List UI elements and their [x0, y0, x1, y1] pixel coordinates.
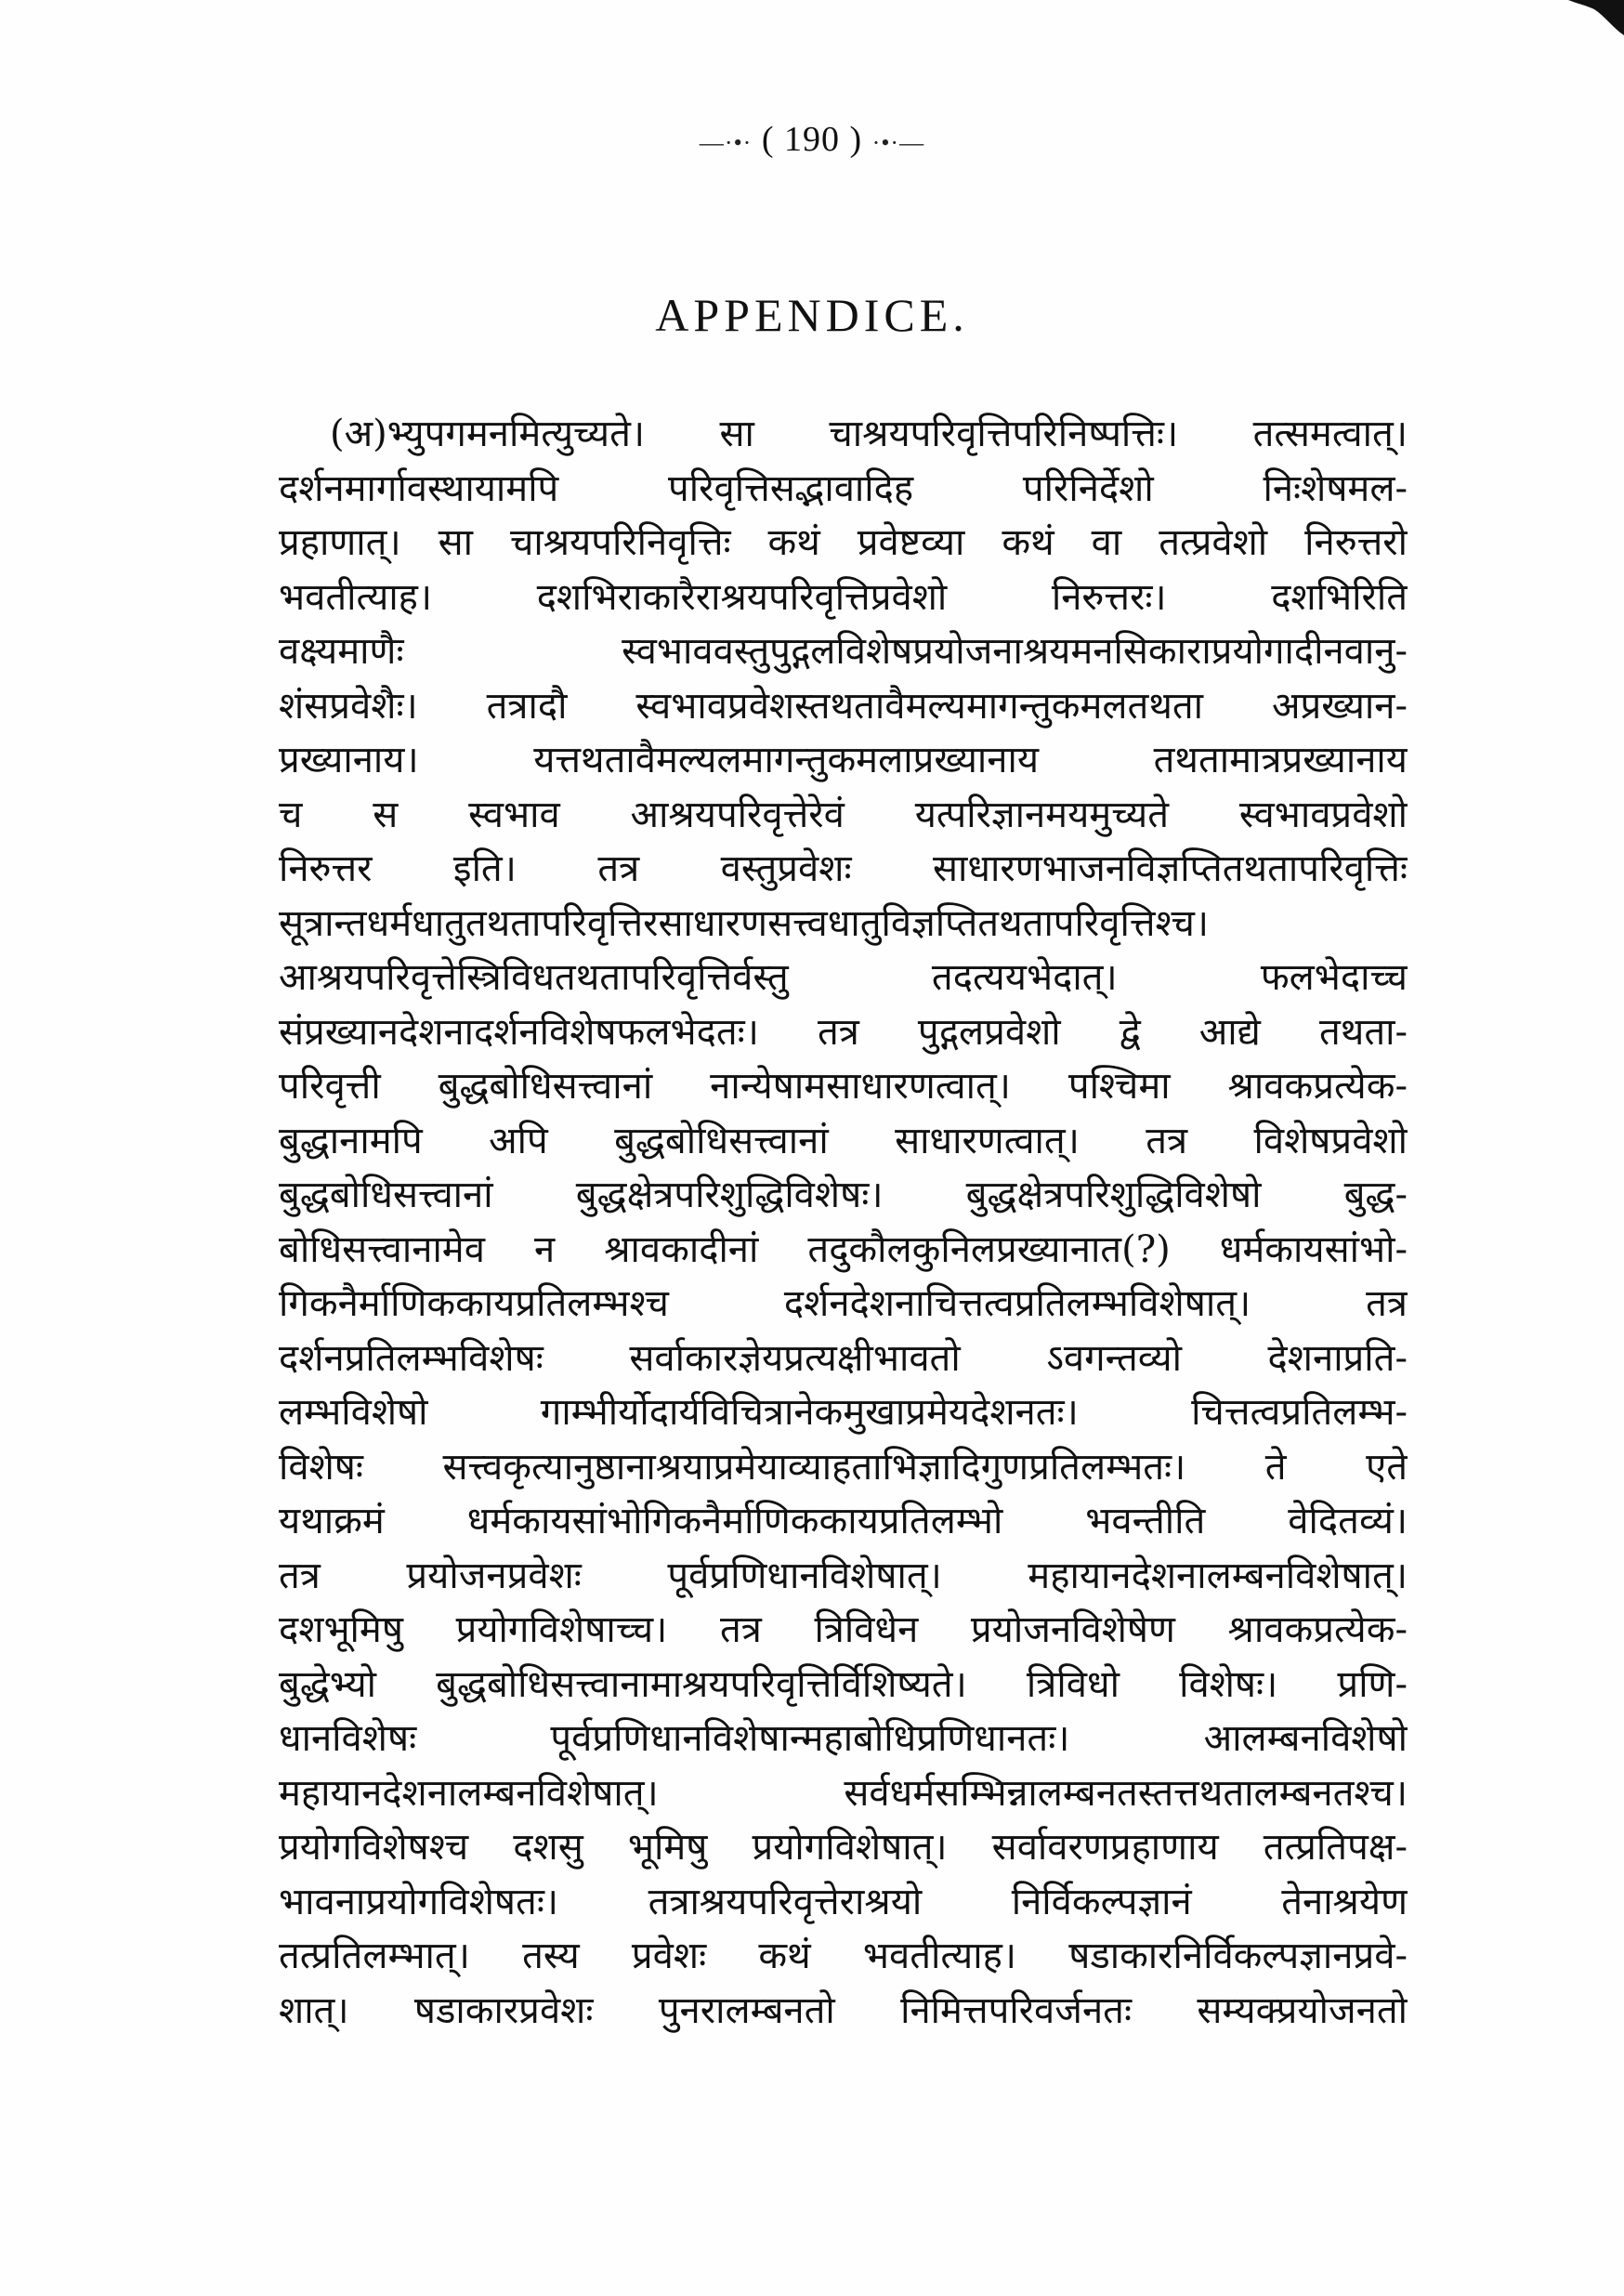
- text-line: बुद्धानामपि अपि बुद्धबोधिसत्त्वानां साधारणत्वात्। तत्र विशेषप्रवेशो: [279, 1119, 1408, 1162]
- text-line: भावनाप्रयोगविशेषतः। तत्राश्रयपरिवृत्तेराश्रयो निर्विकल्पज्ञानं तेनाश्रयेण: [279, 1880, 1408, 1923]
- text-line: गिकनैर्माणिककायप्रतिलम्भश्च दर्शनदेशनाचित्तत्वप्रतिलम्भविशेषात्। तत्र: [279, 1282, 1408, 1325]
- text-line: यथाक्रमं धर्मकायसांभोगिकनैर्माणिककायप्रतिलम्भो भवन्तीति वेदितव्यं।: [279, 1500, 1408, 1542]
- text-line: निरुत्तर इति। तत्र वस्तुप्रवेशः साधारणभाजनविज्ञप्तितथतापरिवृत्तिः: [279, 847, 1408, 890]
- text-line: संप्रख्यानदेशनादर्शनविशेषफलभेदतः। तत्र पुद्गलप्रवेशो द्वे आद्ये तथता-: [279, 1010, 1408, 1054]
- text-line: धानविशेषः पूर्वप्रणिधानविशेषान्महाबोधिप्रणिधानतः। आलम्बनविशेषो: [279, 1717, 1408, 1760]
- text-line: सूत्रान्तधर्मधातुतथतापरिवृत्तिरसाधारणसत्त्वधातुविज्ञप्तितथतापरिवृत्तिश्च।: [279, 901, 1210, 945]
- text-line: लम्भविशेषो गाम्भीर्योदार्यविचित्रानेकमुखाप्रमेयदेशनतः। चित्तत्वप्रतिलम्भ-: [279, 1391, 1408, 1434]
- text-line: दर्शनमार्गावस्थायामपि परिवृत्तिसद्भावादिह परिनिर्देशो निःशेषमल-: [279, 466, 1408, 510]
- section-title: APPENDICE.: [655, 289, 969, 341]
- ornament-right: ·•·—: [871, 129, 925, 156]
- corner-smudge: [1559, 0, 1624, 37]
- text-line: महायानदेशनालम्बनविशेषात्। सर्वधर्मसम्भिन्नालम्बनतस्तत्तथतालम्बनतश्च।: [279, 1771, 1408, 1815]
- text-line: तत्र प्रयोजनप्रवेशः पूर्वप्रणिधानविशेषात्। महायानदेशनालम्बनविशेषात्।: [279, 1554, 1408, 1597]
- ornament-left: —·•·: [699, 129, 753, 156]
- text-line: शात्। षडाकारप्रवेशः पुनरालम्बनतो निमित्तपरिवर्जनतः सम्यक्प्रयोजनतो: [279, 1988, 1408, 2032]
- text-line: बुद्धबोधिसत्त्वानां बुद्धक्षेत्रपरिशुद्धिविशेषः। बुद्धक्षेत्रपरिशुद्धिविशेषो बुद्ध-: [279, 1174, 1408, 1216]
- text-line: शंसप्रवेशैः। तत्रादौ स्वभावप्रवेशस्तथतावैमल्यमागन्तुकमलतथता अप्रख्यान-: [279, 684, 1408, 728]
- body-text: [279, 407, 1408, 2038]
- text-line: च स स्वभाव आश्रयपरिवृत्तेरेवं यत्परिज्ञानमयमुच्यते स्वभावप्रवेशो: [279, 793, 1408, 836]
- text-line: वक्ष्यमाणैः स्वभाववस्तुपुद्गलविशेषप्रयोजनाश्रयमनसिकाराप्रयोगादीनवानु-: [279, 630, 1408, 673]
- text-line: भवतीत्याह। दशभिराकारैराश्रयपरिवृत्तिप्रवेशो निरुत्तरः। दशभिरिति: [279, 575, 1408, 619]
- text-line: तत्प्रतिलम्भात्। तस्य प्रवेशः कथं भवतीत्याह। षडाकारनिर्विकल्पज्ञानप्रवे-: [279, 1935, 1408, 1977]
- page-number-header: [0, 119, 1624, 160]
- text-line: दशभूमिषु प्रयोगविशेषाच्च। तत्र त्रिविधेन प्रयोजनविशेषेण श्रावकप्रत्येक-: [279, 1608, 1408, 1651]
- text-line: (अ)भ्युपगमनमित्युच्यते। सा चाश्रयपरिवृत्तिपरिनिष्पत्तिः। तत्समत्वात्।: [330, 413, 1408, 455]
- text-line: आश्रयपरिवृत्तेस्त्रिविधतथतापरिवृत्तिर्वस्तु तदत्ययभेदात्। फलभेदाच्च: [279, 956, 1408, 999]
- text-line: प्रख्यानाय। यत्तथतावैमल्यलमागन्तुकमलाप्रख्यानाय तथतामात्रप्रख्यानाय: [279, 739, 1408, 781]
- text-line: प्रहाणात्। सा चाश्रयपरिनिवृत्तिः कथं प्रवेष्टव्या कथं वा तत्प्रवेशो निरुत्तरो: [279, 521, 1408, 564]
- text-line: प्रयोगविशेषश्च दशसु भूमिषु प्रयोगविशेषात्। सर्वावरणप्रहाणाय तत्प्रतिपक्ष-: [279, 1826, 1408, 1869]
- page-number: ( 190 ): [761, 120, 863, 159]
- text-line: विशेषः सत्त्वकृत्यानुष्ठानाश्रयाप्रमेयाव्याहताभिज्ञादिगुणप्रतिलम्भतः। ते एते: [279, 1445, 1408, 1489]
- text-line: बुद्धेभ्यो बुद्धबोधिसत्त्वानामाश्रयपरिवृत्तिर्विशिष्यते। त्रिविधो विशेषः। प्रणि-: [279, 1662, 1408, 1706]
- text-line: बोधिसत्त्वानामेव न श्रावकादीनां तदुकौलकुनिलप्रख्यानात(?) धर्मकायसांभो-: [279, 1227, 1408, 1271]
- text-line: परिवृत्ती बुद्धबोधिसत्त्वानां नान्येषामसाधारणत्वात्। पश्चिमा श्रावकप्रत्येक-: [279, 1065, 1408, 1108]
- text-line: दर्शनप्रतिलम्भविशेषः सर्वाकारज्ञेयप्रत्यक्षीभावतो ऽवगन्तव्यो देशनाप्रति-: [279, 1336, 1408, 1380]
